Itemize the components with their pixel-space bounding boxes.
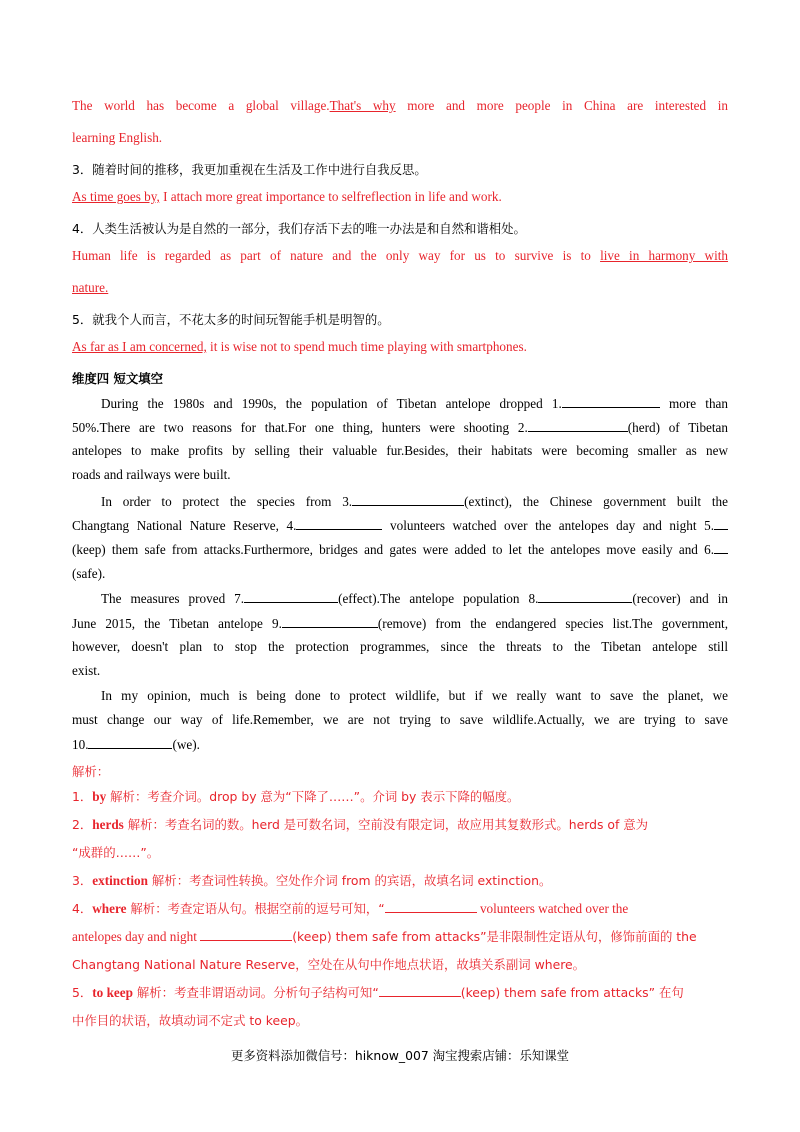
passage-p3-line-1 — [72, 590, 728, 607]
answer-4-line-1 — [72, 248, 728, 264]
analysis-item-5 — [72, 983, 728, 1001]
blank-8[interactable] — [538, 590, 632, 603]
passage-text: (extinct), the Chinese government built the — [464, 494, 728, 509]
question-5: 5．就我个人而言，不花太多的时间玩智能手机是明智的。 — [72, 312, 390, 327]
answer-2-line-1 — [72, 98, 728, 114]
analysis-blank — [200, 928, 292, 941]
analysis-item-2-line-2: “成群的……”。 — [72, 845, 160, 860]
passage-text: 10. — [72, 737, 89, 752]
passage-text: (effect).The antelope population 8. — [338, 591, 539, 606]
blank-5[interactable] — [714, 517, 728, 530]
passage-text: (herd) of Tibetan — [627, 420, 729, 435]
passage-text: (recover) and in — [632, 591, 728, 606]
analysis-item-5-line-2: 中作目的状语，故填动词不定式 to keep。 — [72, 1013, 309, 1028]
passage-text: In order to protect the species from 3. — [101, 494, 353, 509]
analysis-text: (keep) them safe from attacks” 在句 — [460, 985, 684, 1000]
analysis-text: (keep) them safe from attacks”是非限制性定语从句，修饰前面的 the — [292, 929, 697, 944]
answer-4-underlined-2: nature. — [72, 280, 109, 295]
question-4: 4．人类生活被认为是自然的一部分，我们存活下去的唯一办法是和自然和谐相处。 — [72, 221, 526, 236]
answer-5-underlined: As far as I am concerned, — [72, 339, 207, 354]
analysis-answer: extinction — [92, 873, 148, 888]
blank-3[interactable] — [352, 493, 464, 506]
analysis-number: 4． — [72, 901, 93, 916]
answer-2-underlined: That's why — [329, 98, 396, 113]
answer-3-underlined: As time goes by, — [72, 189, 160, 204]
passage-p4-line-1: In my opinion, much is being done to protect wildlife, but if we really want to save the planet, we — [101, 688, 728, 703]
blank-9[interactable] — [282, 615, 378, 628]
passage-text: Changtang National Nature Reserve, 4. — [72, 518, 297, 533]
analysis-text: 解析：考查定语从句。根据空前的逗号可知，“ — [126, 901, 385, 916]
answer-2-text: The world has become a global village. — [72, 98, 330, 113]
passage-text: more than — [659, 396, 728, 411]
passage-p2-line-4: (safe). — [72, 566, 106, 581]
blank-6[interactable] — [714, 541, 728, 554]
page-footer: 更多资料添加微信号：hiknow_007 淘宝搜索店铺：乐知课堂 — [230, 1048, 570, 1063]
answer-3-text: I attach more great importance to selfreflection in life and work. — [159, 189, 502, 204]
passage-p2-line-2 — [72, 517, 728, 534]
analysis-item-4-line-2 — [72, 927, 728, 945]
blank-4[interactable] — [296, 517, 382, 530]
passage-text: (remove) from the endangered species list.The government, — [377, 616, 729, 631]
analysis-heading: 解析： — [72, 764, 110, 779]
analysis-item-4-line-3: Changtang National Nature Reserve，空处在从句中作地点状语，故填关系副词 where。 — [72, 957, 586, 972]
passage-text: The measures proved 7. — [101, 591, 245, 606]
passage-text: (keep) them safe from attacks.Furthermore, bridges and gates were added to let the antelopes move easily and 6. — [72, 542, 714, 557]
passage-p2-line-3 — [72, 541, 728, 558]
blank-1[interactable] — [562, 395, 660, 408]
analysis-text: 解析：考查介词。drop by 意为“下降了……”。介词 by 表示下降的幅度。 — [106, 789, 520, 804]
analysis-item-3 — [72, 871, 728, 889]
answer-4-line-2 — [72, 280, 728, 296]
analysis-number: 2． — [72, 817, 93, 832]
passage-p2-line-1 — [72, 493, 728, 510]
analysis-text: antelopes day and night — [72, 929, 201, 944]
section-title: 维度四 短文填空 — [72, 371, 164, 386]
analysis-answer: to keep — [92, 985, 133, 1000]
blank-7[interactable] — [244, 590, 338, 603]
passage-p3-line-3: however, doesn't plan to stop the protection programmes, since the threats to the Tibetan antelope still — [72, 639, 728, 654]
passage-p3-line-4: exist. — [72, 663, 101, 678]
passage-p4-line-2: must change our way of life.Remember, we are not trying to save wildlife.Actually, we are trying to save — [72, 712, 728, 727]
passage-text: (we). — [172, 737, 200, 752]
answer-5 — [72, 339, 728, 355]
blank-2[interactable] — [528, 419, 628, 432]
passage-p3-line-2 — [72, 615, 728, 632]
passage-p1-line-4: roads and railways were built. — [72, 467, 231, 482]
answer-2-line-2: learning English. — [72, 130, 163, 145]
analysis-blank — [385, 900, 477, 913]
answer-2-text-b: more and more people in China are interested in — [407, 98, 729, 113]
question-3: 3．随着时间的推移，我更加重视在生活及工作中进行自我反思。 — [72, 162, 427, 177]
analysis-item-1 — [72, 787, 728, 805]
passage-text: volunteers watched over the antelopes day and night 5. — [382, 518, 714, 533]
answer-4-text: Human life is regarded as part of nature and the only way for us to survive is to — [72, 248, 591, 263]
passage-p1-line-2 — [72, 419, 728, 436]
analysis-text: volunteers watched over the — [476, 901, 629, 916]
blank-10[interactable] — [88, 736, 172, 749]
analysis-answer: by — [92, 789, 107, 804]
answer-4-underlined: live in harmony with — [600, 248, 729, 263]
analysis-text: 解析：考查词性转换。空处作介词 from 的宾语，故填名词 extinction。 — [147, 873, 552, 888]
answer-5-text: it is wise not to spend much time playing with smartphones. — [206, 339, 527, 354]
analysis-item-2 — [72, 815, 728, 833]
passage-text: During the 1980s and 1990s, the population of Tibetan antelope dropped 1. — [101, 396, 562, 411]
analysis-text: 解析：考查非谓语动词。分析句子结构可知“ — [132, 985, 379, 1000]
passage-p4-line-3 — [72, 736, 728, 753]
analysis-number: 3． — [72, 873, 93, 888]
analysis-blank — [379, 984, 461, 997]
analysis-item-4 — [72, 899, 728, 917]
analysis-text: 解析：考查名词的数。herd 是可数名词，空前没有限定词，故应用其复数形式。herds of 意为 — [123, 817, 649, 832]
passage-text: June 2015, the Tibetan antelope 9. — [72, 616, 282, 631]
analysis-answer: where — [92, 901, 127, 916]
analysis-answer: herds — [92, 817, 124, 832]
passage-p1-line-3: antelopes to make profits by selling their valuable fur.Besides, their habitats were becoming smaller as new — [72, 443, 728, 458]
passage-p1-line-1 — [72, 395, 728, 412]
answer-3 — [72, 189, 728, 205]
passage-text: 50%.There are two reasons for that.For one thing, hunters were shooting 2. — [72, 420, 528, 435]
analysis-number: 5． — [72, 985, 93, 1000]
analysis-number: 1． — [72, 789, 93, 804]
